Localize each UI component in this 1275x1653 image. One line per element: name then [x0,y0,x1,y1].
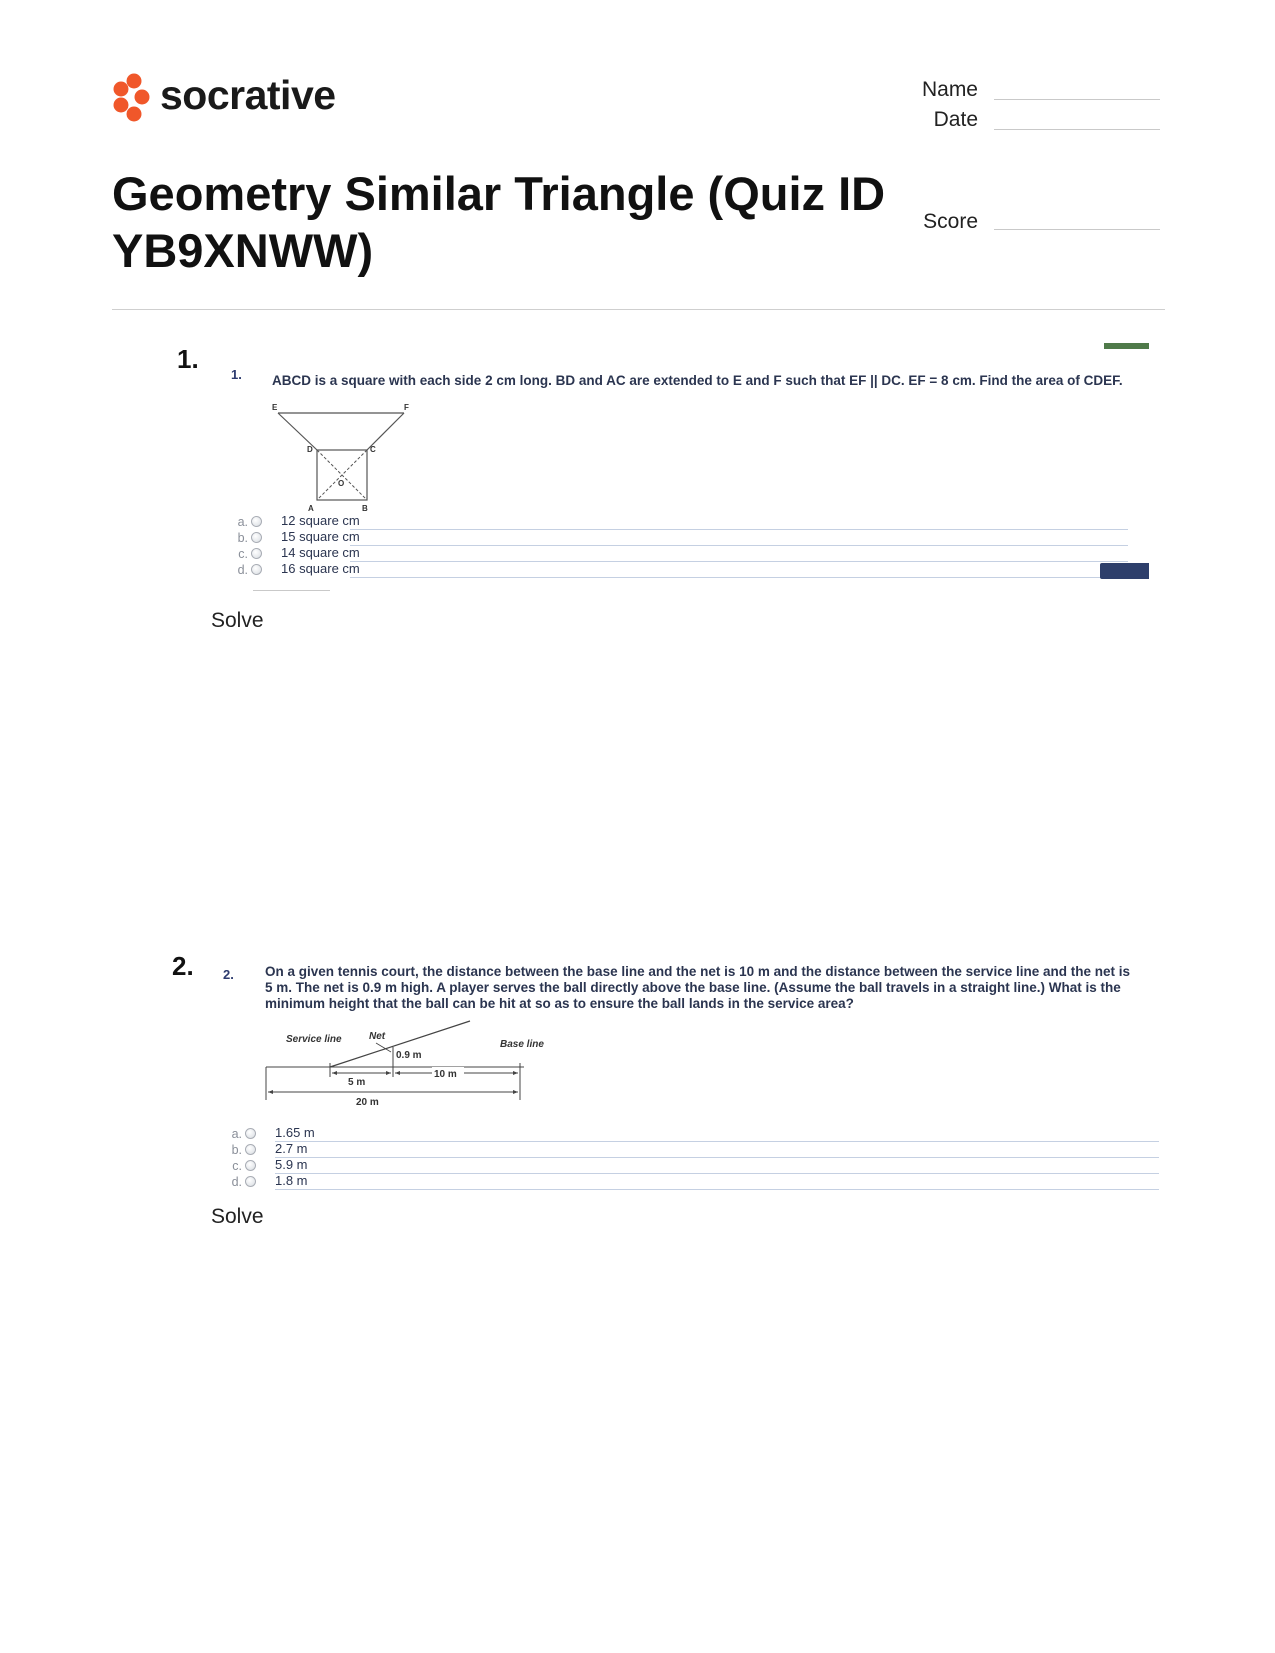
figure-label-a: A [308,504,314,513]
question-2-text [265,964,1155,1012]
question-2-option-a[interactable] [222,1125,1159,1141]
figure-label-e: E [272,403,278,412]
option-text: 1.65 m [275,1125,315,1140]
question-1-navy-button [1100,563,1149,579]
option-text: 2.7 m [275,1141,308,1156]
question-2-text-line-1: On a given tennis court, the distance between the base line and the net is 10 m and the distance between the service line and the net is [265,964,1130,979]
figure-label-b: B [362,504,368,513]
option-text: 16 square cm [281,561,360,576]
radio-icon[interactable] [251,564,262,575]
name-field[interactable] [994,99,1160,100]
option-divider [275,1189,1159,1190]
radio-icon[interactable] [245,1176,256,1187]
figure-label-service-line: Service line [286,1034,342,1045]
question-1-figure [262,400,422,515]
question-2-number: 2. [172,951,194,981]
question-1-inner-number: 1. [231,367,242,382]
figure-label-net-height: 0.9 m [396,1050,422,1061]
brand-name: socrative [160,72,336,118]
figure-label-net: Net [369,1031,386,1042]
option-text: 5.9 m [275,1157,308,1172]
question-2-text-line-3: minimum height that the ball can be hit at so as to ensure the ball lands in the service area? [265,996,854,1011]
question-1-option-b[interactable] [228,529,1128,545]
radio-icon[interactable] [251,516,262,527]
question-1-text: ABCD is a square with each side 2 cm long. BD and AC are extended to E and F such that EF || DC. EF = 8 cm. Find the area of CDEF. [272,373,1123,388]
radio-icon[interactable] [245,1160,256,1171]
figure-label-d: D [307,445,313,454]
option-letter: d. [231,1175,242,1189]
option-text: 12 square cm [281,513,360,528]
option-divider [350,577,1128,578]
socrative-logo-icon [112,73,152,123]
score-field[interactable] [994,229,1160,230]
option-letter: c. [232,1159,242,1173]
radio-icon[interactable] [245,1128,256,1139]
date-label: Date [933,108,978,131]
option-text: 1.8 m [275,1173,308,1188]
option-letter: b. [231,1143,242,1157]
option-text: 14 square cm [281,545,360,560]
question-1-option-a[interactable] [228,513,1128,529]
figure-label-base-line: Base line [500,1039,544,1050]
question-2-text-line-2: 5 m. The net is 0.9 m high. A player serves the ball directly above the base line. (Assume the ball travels in a straight line.) What is the [265,980,1121,995]
question-2-solve-label: Solve [211,1205,264,1228]
figure-label-c: C [370,445,376,454]
question-2-figure [262,1018,562,1106]
radio-icon[interactable] [251,532,262,543]
figure-label-f: F [404,403,409,412]
option-letter: c. [238,547,248,561]
radio-icon[interactable] [251,548,262,559]
question-1-option-d[interactable] [228,561,1128,577]
question-2-inner-number: 2. [223,967,234,982]
figure-label-twenty: 20 m [356,1097,379,1106]
radio-icon[interactable] [245,1144,256,1155]
question-2-option-c[interactable] [222,1157,1159,1173]
option-letter: b. [237,531,248,545]
question-1-green-tab [1104,343,1149,349]
option-letter: a. [231,1127,242,1141]
date-field[interactable] [994,129,1160,130]
question-2-option-b[interactable] [222,1141,1159,1157]
page-title: Geometry Similar Triangle (Quiz ID YB9XNWW) [112,167,886,277]
option-letter: a. [237,515,248,529]
option-letter: d. [237,563,248,577]
question-1-solve-label: Solve [211,609,264,632]
score-label: Score [923,210,978,233]
question-1-option-c[interactable] [228,545,1128,561]
figure-label-five: 5 m [348,1077,366,1088]
question-2-option-d[interactable] [222,1173,1159,1189]
header-divider [112,309,1165,310]
figure-label-ten: 10 m [434,1069,457,1080]
name-label: Name [921,78,978,101]
question-1-number: 1. [177,344,199,374]
figure-label-o: O [338,479,345,488]
question-1-crop-edge [253,590,330,591]
option-text: 15 square cm [281,529,360,544]
